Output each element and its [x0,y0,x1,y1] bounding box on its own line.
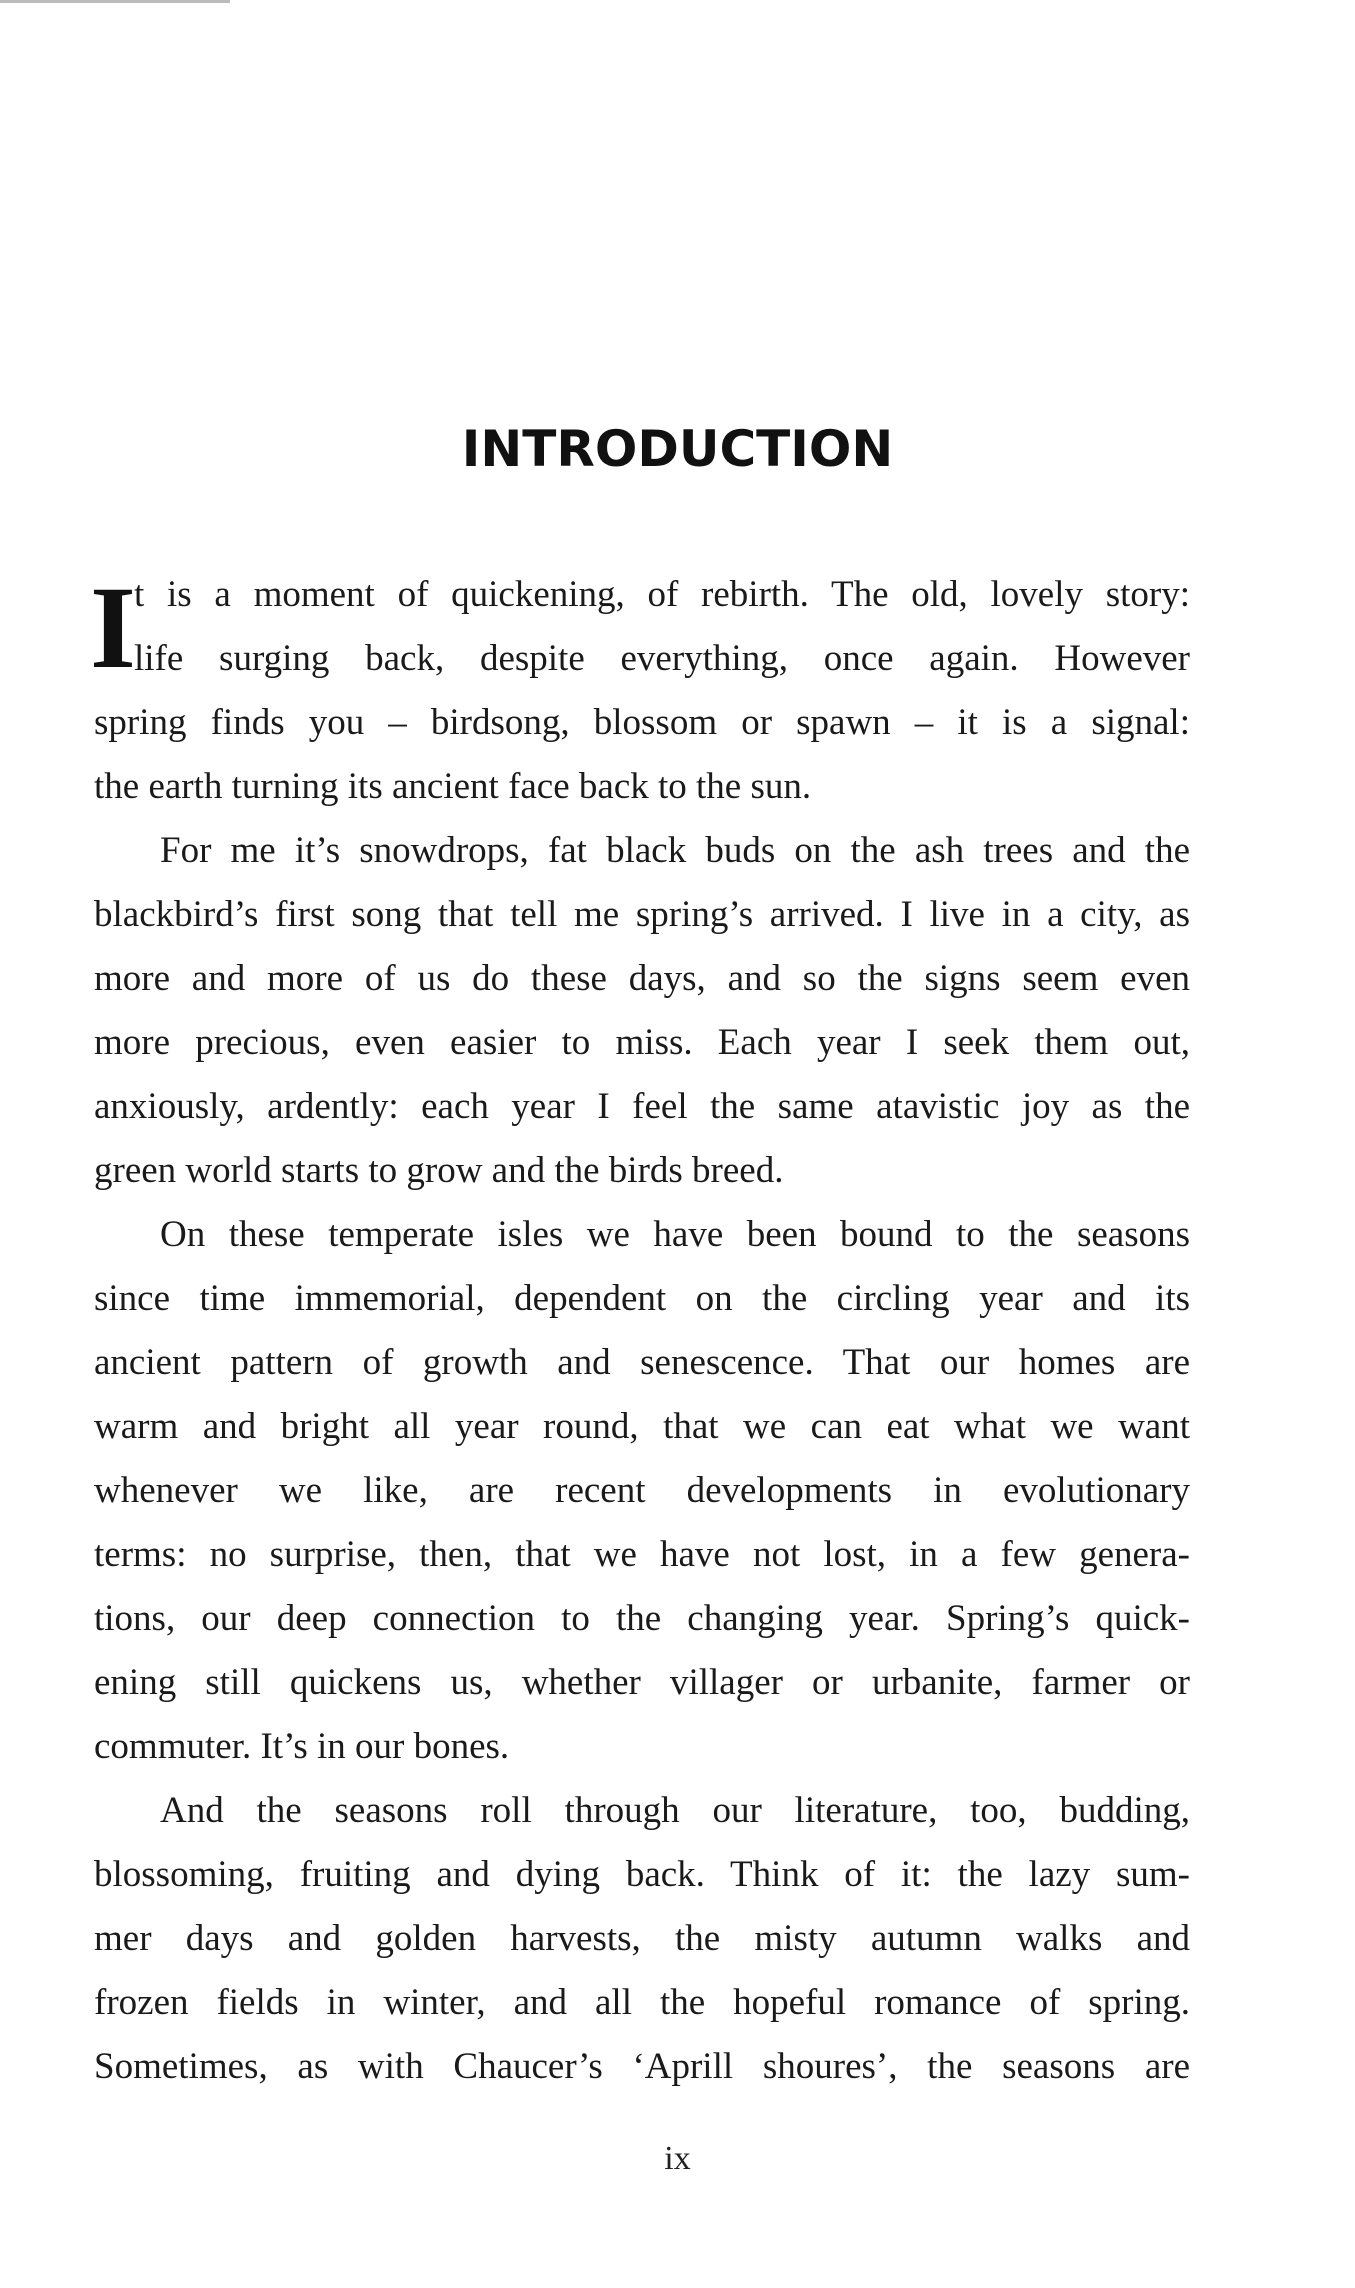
text-line: ancient pattern of growth and senescence. That our homes are [94,1342,1190,1383]
page-number: ix [664,2140,691,2177]
chapter-title: INTRODUCTION [461,420,894,478]
text-line: And the seasons roll through our literature, too, budding, [160,1790,1190,1831]
paragraph [94,563,1190,819]
text-line: Sometimes, as with Chaucer’s ‘Aprill shoures’, the seasons are [94,2046,1190,2087]
body-text [90,562,1190,2099]
text-line: mer days and golden harvests, the misty autumn walks and [94,1918,1190,1959]
text-line: anxiously, ardently: each year I feel the same atavistic joy as the [94,1086,1190,1127]
text-line: tions, our deep connection to the changing year. Spring’s quick- [94,1598,1190,1639]
text-line: t is a moment of quickening, of rebirth. The old, lovely story: [134,574,1190,615]
paragraph [94,1203,1190,1779]
text-line: For me it’s snowdrops, fat black buds on the ash trees and the [160,830,1190,871]
page-edge [0,0,230,3]
text-line: frozen fields in winter, and all the hopeful romance of spring. [94,1982,1190,2023]
text-line: more precious, even easier to miss. Each year I seek them out, [94,1022,1190,1063]
text-line: since time immemorial, dependent on the circling year and its [94,1278,1190,1319]
text-line: life surging back, despite everything, once again. However [134,638,1190,679]
text-line: terms: no surprise, then, that we have not lost, in a few genera- [94,1534,1190,1575]
text-line: more and more of us do these days, and so the signs seem even [94,958,1190,999]
text-line: the earth turning its ancient face back to the sun. [94,766,812,807]
paragraph [94,819,1190,1203]
text-line: ening still quickens us, whether villager or urbanite, farmer or [94,1662,1190,1703]
drop-cap: I [90,562,136,693]
text-line: commuter. It’s in our bones. [94,1726,510,1767]
text-line: whenever we like, are recent developments in evolutionary [94,1470,1190,1511]
text-line: spring finds you – birdsong, blossom or spawn – it is a signal: [94,702,1190,743]
text-line: warm and bright all year round, that we can eat what we want [94,1406,1190,1447]
paragraph [94,1779,1190,2099]
text-line: On these temperate isles we have been bound to the seasons [160,1214,1190,1255]
text-line: green world starts to grow and the birds breed. [94,1150,784,1191]
text-line: blackbird’s first song that tell me spring’s arrived. I live in a city, as [94,894,1190,935]
text-line: blossoming, fruiting and dying back. Think of it: the lazy sum- [94,1854,1190,1895]
